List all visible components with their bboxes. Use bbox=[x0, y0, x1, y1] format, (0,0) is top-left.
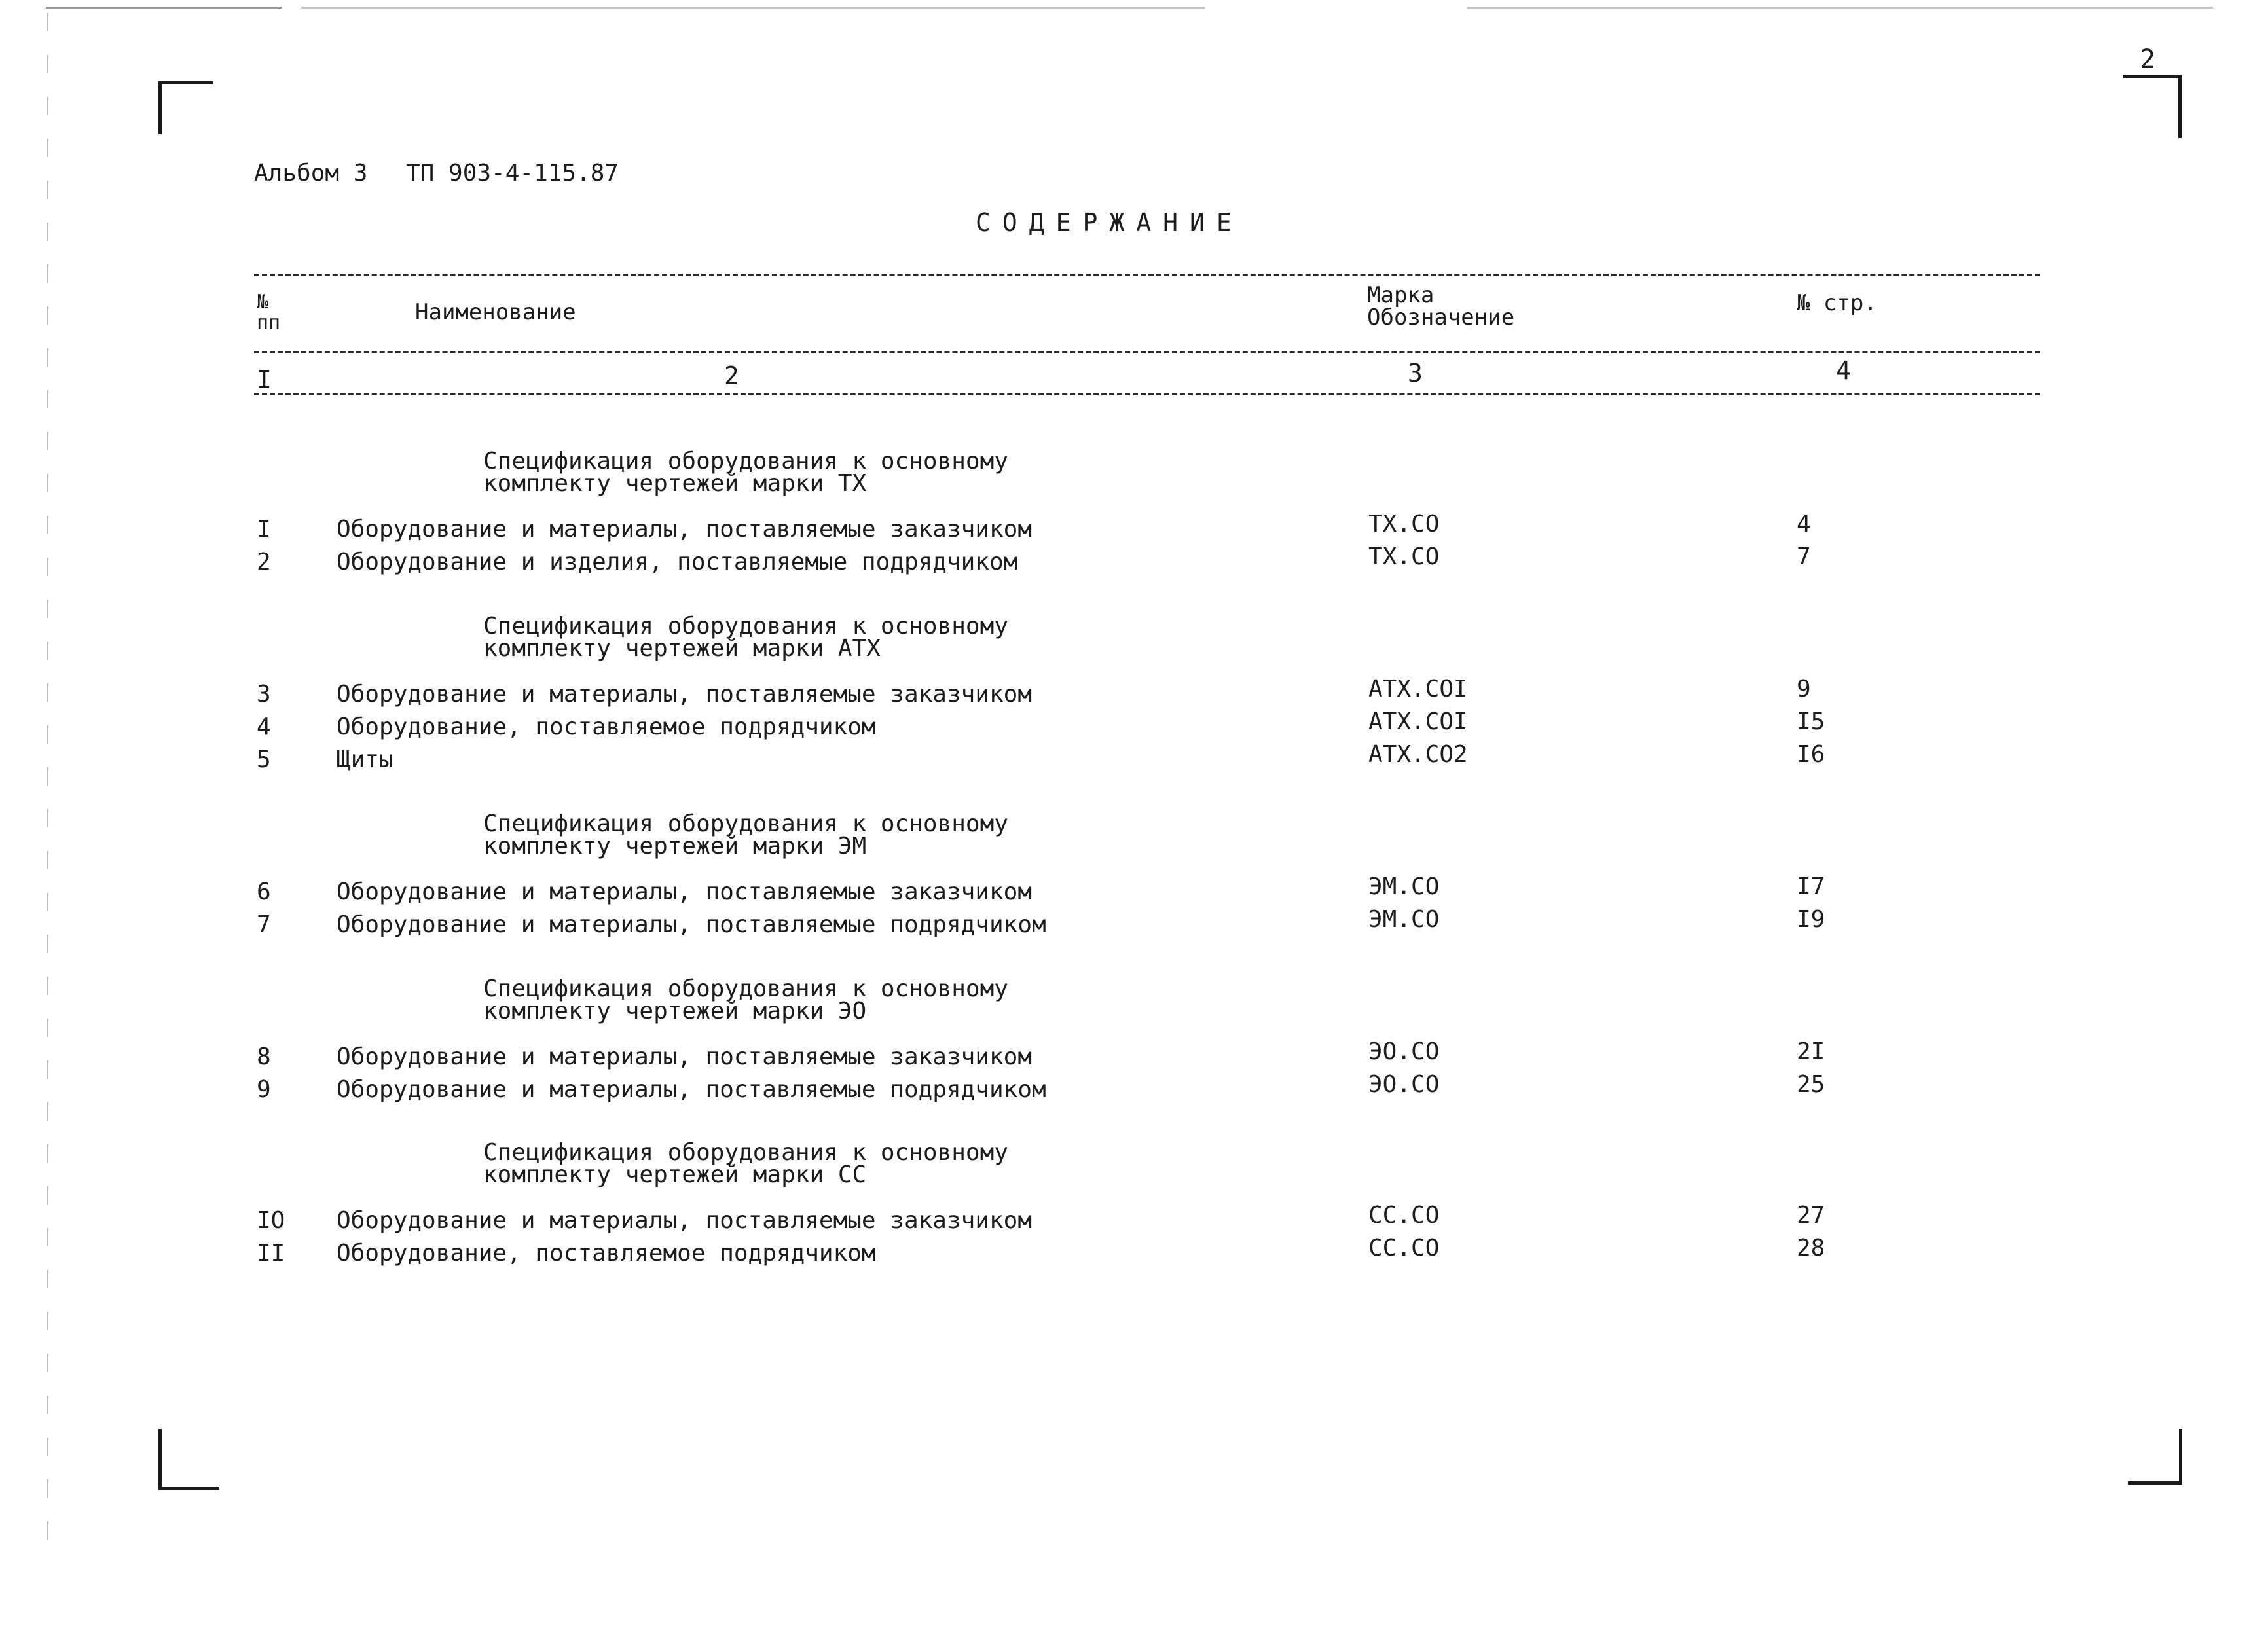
section-title: Спецификация оборудования к основному комплекту чертежей марки ТХ bbox=[483, 448, 1008, 497]
document-code: ТП 903-4-115.87 bbox=[406, 160, 619, 187]
row-page: I7 bbox=[1797, 873, 1825, 900]
table-rule-top bbox=[254, 274, 2040, 276]
row-number: 9 bbox=[257, 1076, 271, 1103]
row-number: 2 bbox=[257, 549, 271, 575]
row-name: Оборудование и материалы, поставляемые заказчиком bbox=[337, 516, 1033, 543]
row-number: II bbox=[257, 1240, 285, 1267]
row-number: I bbox=[257, 516, 271, 543]
row-number: 5 bbox=[257, 746, 271, 773]
row-mark: АТХ.СОI bbox=[1368, 676, 1468, 702]
row-name: Оборудование и материалы, поставляемые подрядчиком bbox=[337, 1076, 1046, 1103]
row-page: 27 bbox=[1797, 1202, 1825, 1229]
row-page: 28 bbox=[1797, 1235, 1825, 1261]
table-rule-numbers bbox=[254, 393, 2040, 395]
corner-mark-bottom-left bbox=[158, 1429, 219, 1490]
row-mark: ЭО.СО bbox=[1368, 1038, 1440, 1065]
header-mark: Марка Обозначение bbox=[1367, 282, 1515, 331]
row-page: I9 bbox=[1797, 906, 1825, 933]
row-page: I5 bbox=[1797, 708, 1825, 735]
row-name: Оборудование и материалы, поставляемые заказчиком bbox=[337, 1207, 1033, 1234]
section-title: Спецификация оборудования к основному комплекту чертежей марки СС bbox=[483, 1139, 1008, 1188]
row-name: Оборудование и материалы, поставляемые заказчиком bbox=[337, 1043, 1033, 1070]
corner-mark-bottom-right bbox=[2128, 1429, 2182, 1485]
row-page: 25 bbox=[1797, 1071, 1825, 1098]
section-title: Спецификация оборудования к основному комплекту чертежей марки ЭО bbox=[483, 975, 1008, 1024]
row-mark: СС.СО bbox=[1368, 1235, 1440, 1261]
row-mark: АТХ.СО2 bbox=[1368, 741, 1468, 768]
row-name: Оборудование, поставляемое подрядчиком bbox=[337, 1240, 876, 1267]
row-number: 7 bbox=[257, 911, 271, 938]
table-rule-header bbox=[254, 351, 2040, 353]
album-label: Альбом 3 bbox=[254, 160, 368, 187]
header-page: № стр. bbox=[1797, 290, 1877, 316]
scan-left-rule bbox=[47, 13, 48, 1558]
row-mark: ЭМ.СО bbox=[1368, 873, 1440, 900]
row-number: 6 bbox=[257, 879, 271, 905]
page-number: 2 bbox=[2140, 45, 2156, 75]
column-number-4: 4 bbox=[1836, 356, 1851, 385]
scan-edge-line bbox=[1467, 7, 2213, 9]
row-mark: ЭМ.СО bbox=[1368, 906, 1440, 933]
section-title: Спецификация оборудования к основному комплекту чертежей марки АТХ bbox=[483, 613, 1008, 662]
row-number: IO bbox=[257, 1207, 285, 1234]
row-mark: ЭО.СО bbox=[1368, 1071, 1440, 1098]
page-title: СОДЕРЖАНИЕ bbox=[976, 208, 1243, 237]
scan-edge-line bbox=[46, 7, 282, 9]
row-number: 3 bbox=[257, 681, 271, 708]
row-name: Щиты bbox=[337, 746, 393, 773]
row-page: 9 bbox=[1797, 676, 1811, 702]
row-name: Оборудование и материалы, поставляемые заказчиком bbox=[337, 681, 1033, 708]
row-name: Оборудование и материалы, поставляемые заказчиком bbox=[337, 879, 1033, 905]
column-number-1: I bbox=[257, 365, 272, 394]
row-name: Оборудование и материалы, поставляемые подрядчиком bbox=[337, 911, 1046, 938]
row-number: 4 bbox=[257, 714, 271, 740]
header-name: Наименование bbox=[415, 299, 576, 325]
column-number-3: 3 bbox=[1408, 359, 1423, 388]
row-mark: СС.СО bbox=[1368, 1202, 1440, 1229]
row-mark: ТХ.СО bbox=[1368, 543, 1440, 570]
row-number: 8 bbox=[257, 1043, 271, 1070]
row-mark: АТХ.СОI bbox=[1368, 708, 1468, 735]
header-num: № пп bbox=[257, 291, 281, 335]
row-page: 2I bbox=[1797, 1038, 1825, 1065]
row-page: I6 bbox=[1797, 741, 1825, 768]
section-title: Спецификация оборудования к основному комплекту чертежей марки ЭМ bbox=[483, 810, 1008, 860]
corner-mark-top-left bbox=[158, 81, 213, 134]
row-page: 7 bbox=[1797, 543, 1811, 570]
corner-mark-top-right bbox=[2123, 75, 2182, 138]
row-name: Оборудование и изделия, поставляемые подрядчиком bbox=[337, 549, 1018, 575]
scan-edge-line bbox=[301, 7, 1205, 9]
row-page: 4 bbox=[1797, 511, 1811, 537]
row-name: Оборудование, поставляемое подрядчиком bbox=[337, 714, 876, 740]
row-mark: ТХ.СО bbox=[1368, 511, 1440, 537]
column-number-2: 2 bbox=[724, 361, 739, 390]
